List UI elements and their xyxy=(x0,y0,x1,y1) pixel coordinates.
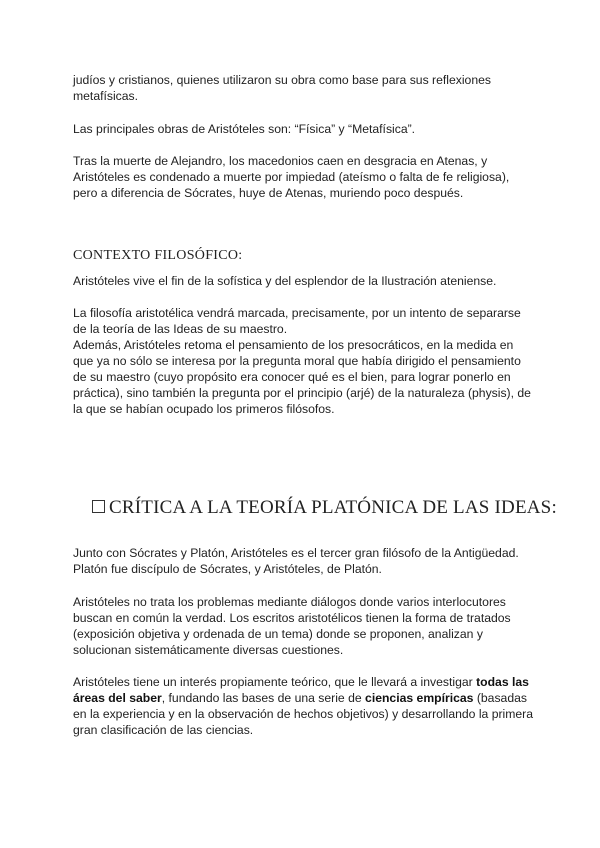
paragraph-ciencias xyxy=(73,674,533,738)
paragraph-tratados: Aristóteles no trata los problemas mediante diálogos donde varios interlocutores buscan en común la verdad. Los escritos aristotélicos tienen la forma de tratados (exposición objetiva y ordenada de un tema) donde se proponen, analizan y solucionan sistemáticamente diversas cuestiones. xyxy=(73,595,511,657)
heading-contexto: CONTEXTO FILOSÓFICO: xyxy=(73,248,243,263)
paragraph-filosofia-b: Además, Aristóteles retoma el pensamiento de los presocráticos, en la medida en que ya no sólo se interesa por la pregunta moral que había dirigido el pensamiento de su maestro (cuyo propósito era conocer qué es el bien, para lograr ponerlo en práctica), sino también la pregunta por el principio (arjé) de la naturaleza (physis), de la que se habían ocupado los primeros filósofos. xyxy=(73,338,531,416)
heading-critica-text: CRÍTICA A LA TEORÍA PLATÓNICA DE LAS IDEAS: xyxy=(109,497,557,518)
paragraph-obras: Las principales obras de Aristóteles son: “Física” y “Metafísica”. xyxy=(73,122,416,136)
checkbox-bullet-icon xyxy=(92,500,105,513)
bold-text: todas las áreas del saber xyxy=(73,675,529,705)
heading-critica xyxy=(92,497,557,519)
text-segment: Aristóteles tiene un interés propiamente teórico, que le llevará a investigar xyxy=(73,675,477,689)
paragraph-intro: judíos y cristianos, quienes utilizaron su obra como base para sus reflexiones metafísicas. xyxy=(73,73,491,103)
paragraph-sofistica: Aristóteles vive el fin de la sofística y del esplendor de la Ilustración ateniense. xyxy=(73,274,497,288)
text-segment: (basadas en la experiencia y en la observación de hechos objetivos) y desarrollando la primera gran clasificación de las ciencias. xyxy=(73,691,534,737)
bold-text: ciencias empíricas xyxy=(365,691,474,705)
paragraph-filosofos: Junto con Sócrates y Platón, Aristóteles es el tercer gran filósofo de la Antigüedad. Platón fue discípulo de Sócrates, y Aristóteles, de Platón. xyxy=(73,546,519,576)
paragraph-muerte: Tras la muerte de Alejandro, los macedonios caen en desgracia en Atenas, y Aristóteles es condenado a muerte por impiedad (ateísmo o falta de fe religiosa), pero a diferencia de Sócrates, huye de Atenas, muriendo poco después. xyxy=(73,154,510,200)
text-segment: , fundando las bases de una serie de xyxy=(161,691,366,705)
paragraph-filosofia-a: La filosofía aristotélica vendrá marcada, precisamente, por un intento de separarse de la teoría de las Ideas de su maestro. xyxy=(73,306,521,336)
